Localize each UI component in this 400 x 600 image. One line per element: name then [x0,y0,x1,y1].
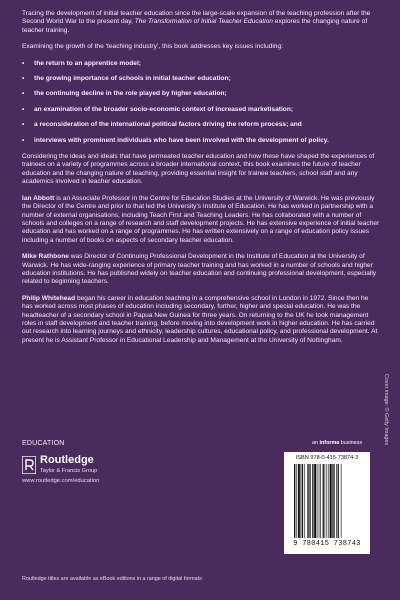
publisher-group: Taylor & Francis Group [40,468,98,474]
publisher-website: www.routledge.com/education [22,478,100,484]
cover-image-credit [379,374,391,494]
barcode-bar [298,464,300,538]
considering-paragraph: Considering the ideas and ideals that have permeated teacher education and how these have shaped the experiences of trainees on a variety of programmes across a broader international context, this book examines the future of teacher education and the changing nature of teaching, providing essential insight for trainee teachers, school staff and any academics involved in teacher education. [22,153,375,186]
routledge-r-icon [22,456,36,474]
barcode-bar [336,464,337,538]
barcode-bar [327,464,328,538]
barcode-number: 9 780415 738743 [293,540,361,548]
key-issue: • an examination of the broader socio-economic context of increased marketisation; [22,106,380,114]
key-issue: • the return to an apprentice model; [22,60,380,68]
author-bio [22,253,380,287]
barcode-bar [314,464,316,538]
author-name: Ian Abbott [22,194,55,202]
barcode-bar [310,464,311,538]
barcode-bar [320,464,321,538]
barcode-bar [317,464,318,538]
examining-paragraph: Examining the growth of the ‘teaching industry’, this book addresses key issues including: [22,43,283,51]
key-issue: • interviews with prominent individuals who have been involved with the development of policy. [22,137,380,145]
barcode-bar [307,464,308,538]
barcode-bar [330,464,332,538]
barcode-bar [341,464,342,538]
author-name: Mike Rathbone [22,253,69,261]
key-issue: • a reconsideration of the international political factors driving the reform process; and [22,121,380,129]
barcode-bar [312,464,313,538]
cover-footer-area [0,430,400,600]
barcode-bar [296,464,297,538]
author-bio-text: is an Associate Professor in the Centre for Education Studies at the University of Warwick. He was previously the Director of the Centre and prior to that led the University’s Institute of Education. He has worked in partnership with a number of external organisations, including Teach First and Teaching Leaders. He has collaborated with a number of schools and colleges on a range of research and staff development projects. He has extensive experience of initial teacher education and has worked on a range of programmes. He has written extensively on a range of education policy issues including a number of books on aspects of secondary teacher education. [22,194,380,244]
publisher-name: Routledge [40,454,94,466]
subject-category: EDUCATION [22,440,65,447]
barcode-bar [332,464,333,538]
barcode-image [294,464,360,538]
barcode-bar [325,464,326,538]
barcode-bar [319,464,320,538]
author-bio-text: was Director of Continuing Professional Development in the Institute of Education at the University of Warwick. He has wide-ranging experience of primary teacher training and has worked in a number of schools and higher education institutions. He has published widely on teacher education and continuing professional development, especially related to beginning teachers. [22,253,377,286]
barcode-bar [308,464,309,538]
barcode-panel [284,452,370,554]
barcode-bar [302,464,303,538]
key-issue: • the continuing decline in the role played by higher education; [22,90,380,98]
intro-paragraph [22,10,380,35]
informa-suffix: business [339,440,363,446]
barcode-bar [334,464,335,538]
key-issue: • the growing importance of schools in initial teacher education; [22,75,380,83]
intro-text-end: explores the changing nature of teacher training. [22,18,368,34]
barcode-bar [304,464,305,538]
key-issues-list [22,60,380,145]
isbn-label: ISBN 978-0-415-73874-3 [295,455,359,461]
barcode-bar [294,464,295,538]
blurb [22,10,380,353]
informa-brand: informa [319,440,340,446]
author-bio-text: began his career in education teaching in a comprehensive school in London in 1972. Since then he has worked across most phases of education including secondary, further, higher and special education. He was the headteacher of a secondary school in Papua New Guinea for three years. On returning to the UK he took management roles in staff development and teacher training, before moving into development work in higher education. He has carried out research into learning journeys and ethnicity, leadership cultures, educational policy, and professional development. At present he is Assistant Professor in Educational Leadership and Management at the University of Nottingham. [22,294,378,344]
informa-prefix: an [312,440,320,446]
barcode-bar [323,464,324,538]
ebook-note: Routledge titles are available as eBook editions in a range of digital formats [22,576,202,582]
author-bio [22,195,380,245]
routledge-logo [22,454,162,490]
barcode-bar [328,464,329,538]
cover-credit-text: Cover image: © Getty Images [383,374,389,446]
barcode-bar [338,464,339,538]
informa-business-label [312,440,362,446]
book-title: The Transformation of Initial Teacher Education [134,18,273,26]
author-bio [22,295,380,345]
intro-text: Tracing the development of initial teacher education since the large-scale expansion of the teaching profession after the Second World War to the present day, [22,10,371,26]
barcode-bar [301,464,302,538]
author-name: Philip Whitehead [22,294,76,302]
